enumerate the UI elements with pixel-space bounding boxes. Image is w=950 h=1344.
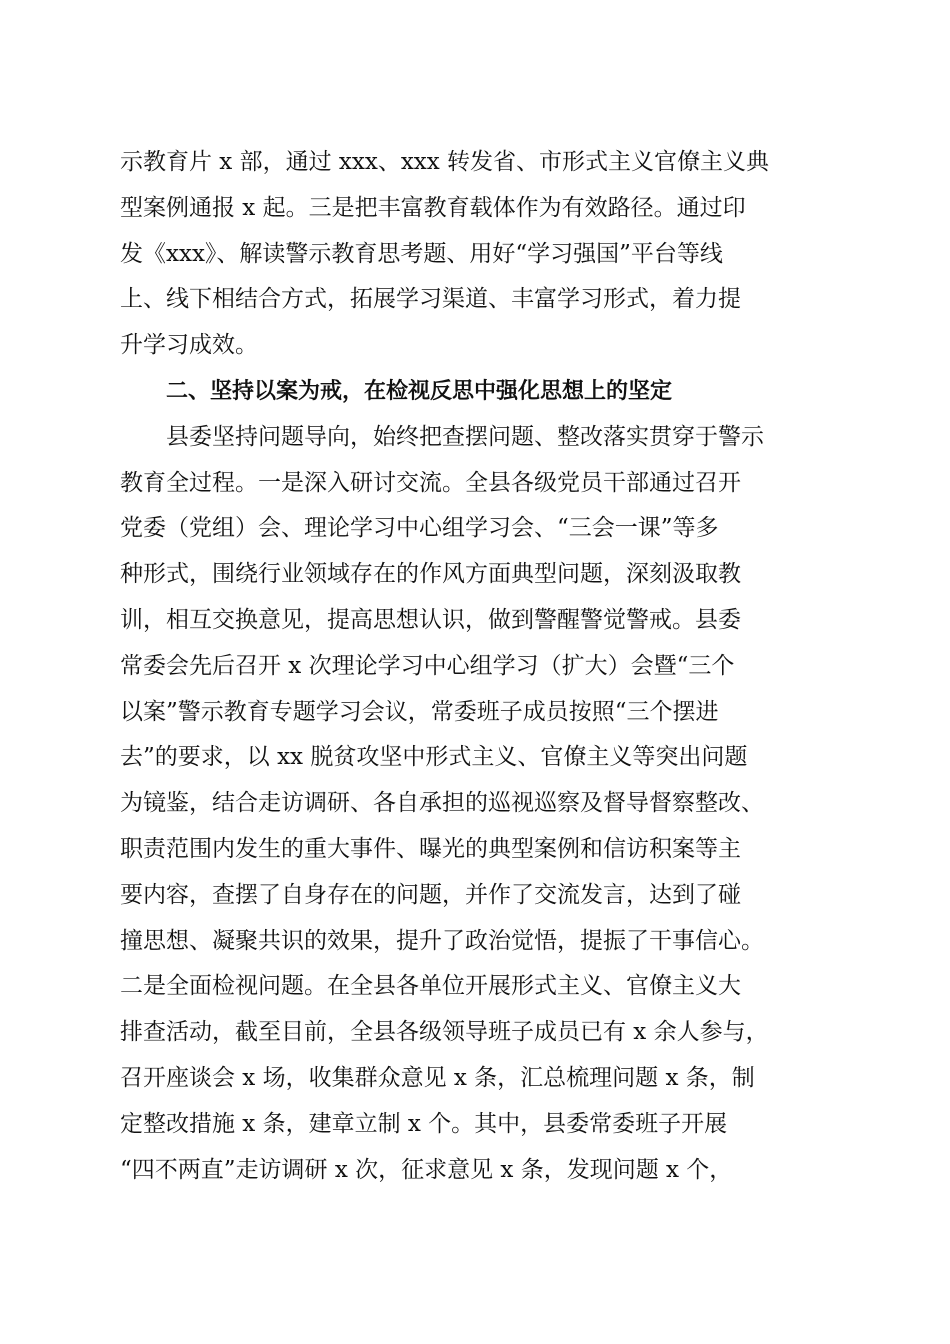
text-line: 召开座谈会 x 场，收集群众意见 x 条，汇总梳理问题 x 条，制 xyxy=(120,1064,755,1091)
text-line: 升学习成效。 xyxy=(120,332,258,359)
text-line: 要内容，查摆了自身存在的问题，并作了交流发言，达到了碰 xyxy=(120,881,741,908)
text-line: 以案”警示教育专题学习会议，常委班子成员按照“三个摆进 xyxy=(120,698,719,725)
text-line: 发《xxx》、解读警示教育思考题、用好“学习强国”平台等线 xyxy=(120,240,723,267)
text-line: 撞思想、凝聚共识的效果，提升了政治觉悟，提振了干事信心。 xyxy=(120,927,764,954)
text-line: 种形式，围绕行业领域存在的作风方面典型问题，深刻汲取教 xyxy=(120,561,741,588)
text-line: 二是全面检视问题。在全县各单位开展形式主义、官僚主义大 xyxy=(120,973,741,1000)
text-line: “四不两直”走访调研 x 次，征求意见 x 条，发现问题 x 个， xyxy=(120,1156,733,1183)
text-line: 县委坚持问题导向，始终把查摆问题、整改落实贯穿于警示 xyxy=(166,423,764,450)
text-line: 常委会先后召开 x 次理论学习中心组学习（扩大）会暨“三个 xyxy=(120,652,735,679)
text-line: 为镜鉴，结合走访调研、各自承担的巡视巡察及督导督察整改、 xyxy=(120,790,764,817)
text-line: 排查活动，截至目前，全县各级领导班子成员已有 x 余人参与， xyxy=(120,1019,769,1046)
document-body xyxy=(120,140,840,1193)
text-line: 定整改措施 x 条，建章立制 x 个。其中，县委常委班子开展 xyxy=(120,1110,728,1137)
text-line: 职责范围内发生的重大事件、曝光的典型案例和信访积案等主 xyxy=(120,835,741,862)
text-line: 上、线下相结合方式，拓展学习渠道、丰富学习形式，着力提 xyxy=(120,286,741,313)
text-line: 去”的要求，以 xx 脱贫攻坚中形式主义、官僚主义等突出问题 xyxy=(120,744,748,771)
text-line: 教育全过程。一是深入研讨交流。全县各级党员干部通过召开 xyxy=(120,469,741,496)
text-line: 党委（党组）会、理论学习中心组学习会、“三会一课”等多 xyxy=(120,515,719,542)
continued-paragraph xyxy=(120,140,840,369)
section-heading: 二、坚持以案为戒，在检视反思中强化思想上的坚定 xyxy=(166,378,673,404)
main-paragraph xyxy=(120,415,840,1194)
text-line: 示教育片 x 部，通过 xxx、xxx 转发省、市形式主义官僚主义典 xyxy=(120,149,770,175)
text-line: 型案例通报 x 起。三是把丰富教育载体作为有效路径。通过印 xyxy=(120,194,746,221)
text-line: 训，相互交换意见，提高思想认识，做到警醒警觉警戒。县委 xyxy=(120,606,741,633)
